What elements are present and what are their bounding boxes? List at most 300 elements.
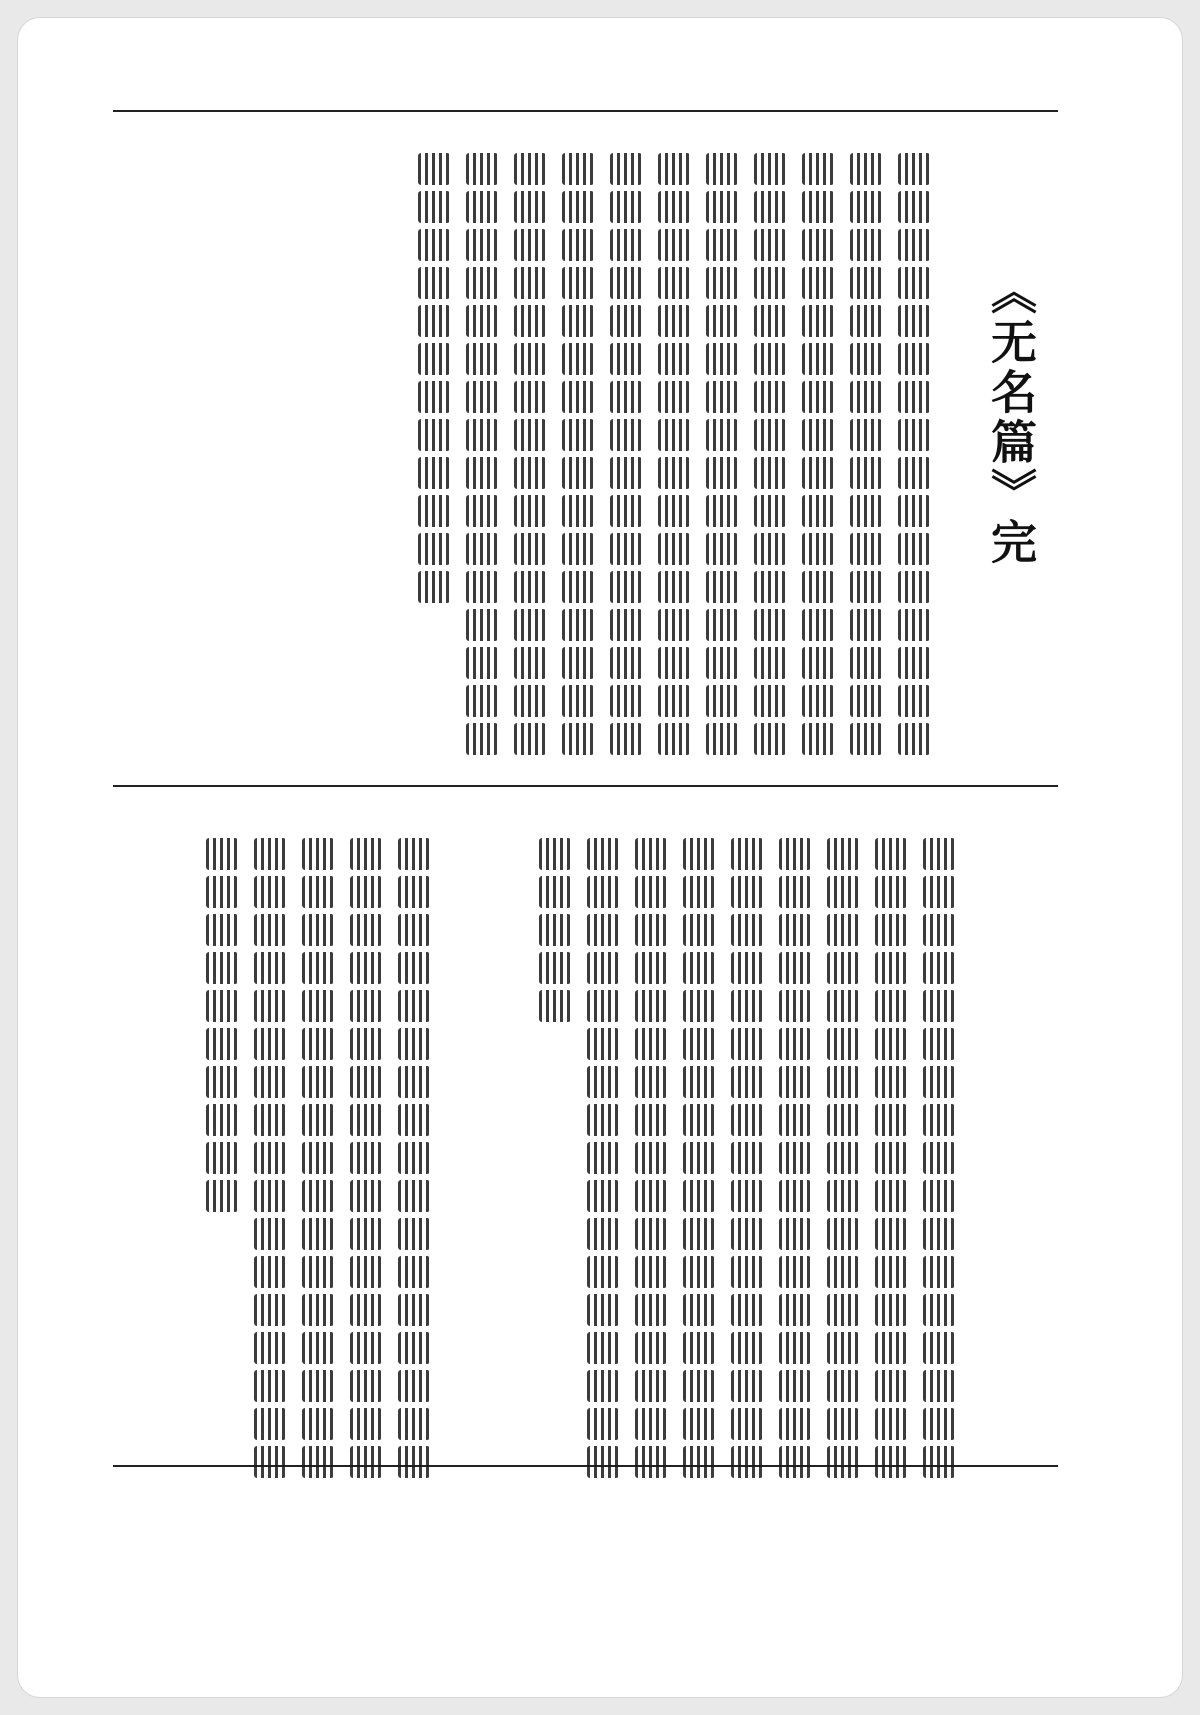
glyph-placeholder: [779, 914, 811, 946]
glyph-placeholder: [850, 305, 882, 337]
glyph-placeholder: [923, 1028, 955, 1060]
glyph-placeholder: [875, 1066, 907, 1098]
glyph-placeholder: [398, 1408, 430, 1440]
glyph-placeholder: [875, 1446, 907, 1478]
glyph-placeholder: [466, 571, 498, 603]
glyph-placeholder: [827, 1028, 859, 1060]
glyph-placeholder: [350, 1446, 382, 1478]
text-column: [302, 838, 336, 1478]
glyph-placeholder: [731, 1370, 763, 1402]
glyph-placeholder: [683, 914, 715, 946]
glyph-placeholder: [562, 419, 594, 451]
glyph-placeholder: [875, 1370, 907, 1402]
glyph-placeholder: [802, 229, 834, 261]
glyph-placeholder: [923, 1066, 955, 1098]
glyph-placeholder: [731, 838, 763, 870]
glyph-placeholder: [898, 571, 930, 603]
glyph-placeholder: [706, 343, 738, 375]
glyph-placeholder: [610, 457, 642, 489]
glyph-placeholder: [731, 1294, 763, 1326]
glyph-placeholder: [658, 229, 690, 261]
glyph-placeholder: [731, 1142, 763, 1174]
glyph-placeholder: [779, 1446, 811, 1478]
glyph-placeholder: [754, 305, 786, 337]
glyph-placeholder: [923, 876, 955, 908]
glyph-placeholder: [539, 990, 571, 1022]
top-rule: [113, 110, 1058, 112]
text-column: [658, 153, 692, 755]
glyph-placeholder: [754, 267, 786, 299]
text-column: [802, 153, 836, 755]
glyph-placeholder: [350, 914, 382, 946]
glyph-placeholder: [875, 952, 907, 984]
glyph-placeholder: [706, 229, 738, 261]
text-column: [587, 838, 621, 1478]
upper-text-block: [418, 153, 932, 755]
glyph-placeholder: [514, 685, 546, 717]
glyph-placeholder: [466, 229, 498, 261]
glyph-placeholder: [302, 990, 334, 1022]
glyph-placeholder: [635, 1408, 667, 1440]
glyph-placeholder: [875, 1142, 907, 1174]
glyph-placeholder: [514, 305, 546, 337]
glyph-placeholder: [850, 419, 882, 451]
glyph-placeholder: [206, 1142, 238, 1174]
glyph-placeholder: [350, 952, 382, 984]
glyph-placeholder: [254, 1294, 286, 1326]
glyph-placeholder: [683, 1446, 715, 1478]
glyph-placeholder: [398, 1370, 430, 1402]
glyph-placeholder: [898, 343, 930, 375]
glyph-placeholder: [562, 305, 594, 337]
glyph-placeholder: [850, 609, 882, 641]
glyph-placeholder: [206, 876, 238, 908]
glyph-placeholder: [466, 457, 498, 489]
glyph-placeholder: [206, 914, 238, 946]
glyph-placeholder: [206, 990, 238, 1022]
glyph-placeholder: [562, 723, 594, 755]
text-column: [206, 838, 240, 1478]
glyph-placeholder: [398, 876, 430, 908]
glyph-placeholder: [562, 571, 594, 603]
glyph-placeholder: [206, 1066, 238, 1098]
glyph-placeholder: [658, 305, 690, 337]
glyph-placeholder: [802, 153, 834, 185]
glyph-placeholder: [539, 876, 571, 908]
glyph-placeholder: [206, 1028, 238, 1060]
glyph-placeholder: [827, 1294, 859, 1326]
glyph-placeholder: [850, 153, 882, 185]
glyph-placeholder: [302, 952, 334, 984]
text-column: [827, 838, 861, 1478]
glyph-placeholder: [635, 876, 667, 908]
glyph-placeholder: [398, 1104, 430, 1136]
glyph-placeholder: [562, 609, 594, 641]
glyph-placeholder: [350, 1294, 382, 1326]
glyph-placeholder: [610, 571, 642, 603]
glyph-placeholder: [875, 914, 907, 946]
glyph-placeholder: [466, 495, 498, 527]
glyph-placeholder: [923, 1370, 955, 1402]
glyph-placeholder: [350, 1370, 382, 1402]
glyph-placeholder: [418, 229, 450, 261]
glyph-placeholder: [827, 1142, 859, 1174]
glyph-placeholder: [610, 647, 642, 679]
glyph-placeholder: [587, 1332, 619, 1364]
glyph-placeholder: [466, 267, 498, 299]
book-page: [18, 18, 1182, 1697]
glyph-placeholder: [514, 647, 546, 679]
glyph-placeholder: [562, 457, 594, 489]
glyph-placeholder: [587, 876, 619, 908]
glyph-placeholder: [706, 457, 738, 489]
glyph-placeholder: [827, 838, 859, 870]
text-column: [875, 838, 909, 1478]
glyph-placeholder: [706, 533, 738, 565]
glyph-placeholder: [610, 609, 642, 641]
glyph-placeholder: [206, 838, 238, 870]
glyph-placeholder: [587, 1218, 619, 1250]
text-column: [254, 838, 288, 1478]
glyph-placeholder: [898, 723, 930, 755]
glyph-placeholder: [683, 952, 715, 984]
glyph-placeholder: [875, 1104, 907, 1136]
glyph-placeholder: [302, 1104, 334, 1136]
glyph-placeholder: [875, 990, 907, 1022]
glyph-placeholder: [875, 838, 907, 870]
glyph-placeholder: [562, 191, 594, 223]
glyph-placeholder: [658, 723, 690, 755]
glyph-placeholder: [562, 229, 594, 261]
glyph-placeholder: [779, 1180, 811, 1212]
glyph-placeholder: [466, 191, 498, 223]
glyph-placeholder: [875, 1256, 907, 1288]
glyph-placeholder: [898, 457, 930, 489]
glyph-placeholder: [302, 1180, 334, 1212]
glyph-placeholder: [754, 153, 786, 185]
glyph-placeholder: [898, 685, 930, 717]
glyph-placeholder: [350, 1142, 382, 1174]
glyph-placeholder: [635, 1028, 667, 1060]
glyph-placeholder: [683, 1028, 715, 1060]
glyph-placeholder: [635, 1294, 667, 1326]
glyph-placeholder: [466, 647, 498, 679]
glyph-placeholder: [350, 1408, 382, 1440]
glyph-placeholder: [754, 381, 786, 413]
glyph-placeholder: [923, 1218, 955, 1250]
glyph-placeholder: [923, 990, 955, 1022]
glyph-placeholder: [802, 267, 834, 299]
glyph-placeholder: [923, 1256, 955, 1288]
text-column: [466, 153, 500, 755]
glyph-placeholder: [562, 533, 594, 565]
glyph-placeholder: [610, 343, 642, 375]
glyph-placeholder: [610, 533, 642, 565]
glyph-placeholder: [754, 571, 786, 603]
glyph-placeholder: [850, 381, 882, 413]
glyph-placeholder: [850, 685, 882, 717]
glyph-placeholder: [683, 1256, 715, 1288]
glyph-placeholder: [635, 1256, 667, 1288]
glyph-placeholder: [827, 914, 859, 946]
glyph-placeholder: [802, 609, 834, 641]
glyph-placeholder: [350, 1104, 382, 1136]
glyph-placeholder: [802, 457, 834, 489]
glyph-placeholder: [418, 305, 450, 337]
glyph-placeholder: [683, 990, 715, 1022]
glyph-placeholder: [635, 1218, 667, 1250]
text-column: [635, 838, 669, 1478]
glyph-placeholder: [706, 419, 738, 451]
glyph-placeholder: [418, 267, 450, 299]
glyph-placeholder: [923, 1294, 955, 1326]
glyph-placeholder: [683, 838, 715, 870]
glyph-placeholder: [731, 1256, 763, 1288]
text-column: [850, 153, 884, 755]
glyph-placeholder: [802, 723, 834, 755]
glyph-placeholder: [254, 1446, 286, 1478]
glyph-placeholder: [635, 990, 667, 1022]
glyph-placeholder: [802, 305, 834, 337]
glyph-placeholder: [779, 952, 811, 984]
glyph-placeholder: [254, 1370, 286, 1402]
text-column: [418, 153, 452, 755]
glyph-placeholder: [514, 191, 546, 223]
glyph-placeholder: [658, 191, 690, 223]
lower-right-text-block: [539, 838, 957, 1478]
glyph-placeholder: [706, 381, 738, 413]
glyph-placeholder: [398, 1066, 430, 1098]
glyph-placeholder: [875, 876, 907, 908]
glyph-placeholder: [539, 914, 571, 946]
text-column: [610, 153, 644, 755]
glyph-placeholder: [254, 1256, 286, 1288]
glyph-placeholder: [398, 1446, 430, 1478]
glyph-placeholder: [898, 381, 930, 413]
glyph-placeholder: [779, 1294, 811, 1326]
glyph-placeholder: [350, 1066, 382, 1098]
glyph-placeholder: [398, 952, 430, 984]
glyph-placeholder: [418, 571, 450, 603]
glyph-placeholder: [466, 153, 498, 185]
glyph-placeholder: [731, 1028, 763, 1060]
middle-rule: [113, 785, 1058, 787]
text-column: [754, 153, 788, 755]
glyph-placeholder: [706, 191, 738, 223]
glyph-placeholder: [302, 1332, 334, 1364]
glyph-placeholder: [731, 1104, 763, 1136]
text-column: [562, 153, 596, 755]
glyph-placeholder: [514, 267, 546, 299]
glyph-placeholder: [254, 876, 286, 908]
glyph-placeholder: [706, 495, 738, 527]
glyph-placeholder: [754, 229, 786, 261]
glyph-placeholder: [539, 838, 571, 870]
glyph-placeholder: [635, 914, 667, 946]
glyph-placeholder: [754, 457, 786, 489]
glyph-placeholder: [206, 952, 238, 984]
glyph-placeholder: [706, 609, 738, 641]
glyph-placeholder: [635, 1370, 667, 1402]
glyph-placeholder: [706, 647, 738, 679]
text-column: [539, 838, 573, 1478]
glyph-placeholder: [850, 571, 882, 603]
glyph-placeholder: [587, 1446, 619, 1478]
glyph-placeholder: [610, 419, 642, 451]
text-column: [398, 838, 432, 1478]
glyph-placeholder: [398, 1180, 430, 1212]
glyph-placeholder: [254, 1180, 286, 1212]
glyph-placeholder: [635, 1104, 667, 1136]
glyph-placeholder: [587, 1256, 619, 1288]
glyph-placeholder: [254, 1408, 286, 1440]
glyph-placeholder: [587, 1294, 619, 1326]
glyph-placeholder: [418, 153, 450, 185]
glyph-placeholder: [254, 914, 286, 946]
glyph-placeholder: [850, 495, 882, 527]
glyph-placeholder: [923, 1142, 955, 1174]
glyph-placeholder: [254, 952, 286, 984]
glyph-placeholder: [635, 1332, 667, 1364]
glyph-placeholder: [731, 1218, 763, 1250]
glyph-placeholder: [850, 267, 882, 299]
glyph-placeholder: [587, 914, 619, 946]
glyph-placeholder: [562, 267, 594, 299]
glyph-placeholder: [779, 1256, 811, 1288]
glyph-placeholder: [779, 1028, 811, 1060]
glyph-placeholder: [350, 990, 382, 1022]
glyph-placeholder: [850, 647, 882, 679]
glyph-placeholder: [683, 1104, 715, 1136]
glyph-placeholder: [731, 1066, 763, 1098]
glyph-placeholder: [827, 1256, 859, 1288]
glyph-placeholder: [658, 381, 690, 413]
glyph-placeholder: [683, 1180, 715, 1212]
glyph-placeholder: [254, 1028, 286, 1060]
glyph-placeholder: [827, 1370, 859, 1402]
glyph-placeholder: [923, 1180, 955, 1212]
glyph-placeholder: [898, 305, 930, 337]
glyph-placeholder: [254, 838, 286, 870]
glyph-placeholder: [610, 495, 642, 527]
glyph-placeholder: [398, 1256, 430, 1288]
glyph-placeholder: [398, 990, 430, 1022]
glyph-placeholder: [610, 305, 642, 337]
glyph-placeholder: [398, 1142, 430, 1174]
text-column: [514, 153, 548, 755]
glyph-placeholder: [587, 990, 619, 1022]
glyph-placeholder: [754, 685, 786, 717]
glyph-placeholder: [562, 647, 594, 679]
glyph-placeholder: [398, 1218, 430, 1250]
glyph-placeholder: [779, 1104, 811, 1136]
glyph-placeholder: [731, 1332, 763, 1364]
glyph-placeholder: [418, 457, 450, 489]
glyph-placeholder: [350, 1180, 382, 1212]
glyph-placeholder: [466, 723, 498, 755]
glyph-placeholder: [610, 685, 642, 717]
glyph-placeholder: [587, 1180, 619, 1212]
lower-left-text-block: [206, 838, 432, 1478]
glyph-placeholder: [706, 267, 738, 299]
glyph-placeholder: [658, 495, 690, 527]
glyph-placeholder: [418, 191, 450, 223]
glyph-placeholder: [923, 1446, 955, 1478]
glyph-placeholder: [827, 1218, 859, 1250]
glyph-placeholder: [466, 609, 498, 641]
glyph-placeholder: [779, 1066, 811, 1098]
glyph-placeholder: [658, 647, 690, 679]
glyph-placeholder: [302, 1294, 334, 1326]
glyph-placeholder: [731, 952, 763, 984]
glyph-placeholder: [731, 990, 763, 1022]
glyph-placeholder: [514, 419, 546, 451]
glyph-placeholder: [875, 1180, 907, 1212]
glyph-placeholder: [466, 343, 498, 375]
text-column: [706, 153, 740, 755]
glyph-placeholder: [898, 153, 930, 185]
glyph-placeholder: [658, 685, 690, 717]
glyph-placeholder: [610, 267, 642, 299]
glyph-placeholder: [802, 191, 834, 223]
glyph-placeholder: [302, 1256, 334, 1288]
text-column: [923, 838, 957, 1478]
glyph-placeholder: [754, 343, 786, 375]
glyph-placeholder: [350, 876, 382, 908]
glyph-placeholder: [754, 419, 786, 451]
glyph-placeholder: [562, 153, 594, 185]
glyph-placeholder: [658, 571, 690, 603]
glyph-placeholder: [206, 1180, 238, 1212]
glyph-placeholder: [302, 1028, 334, 1060]
glyph-placeholder: [514, 153, 546, 185]
glyph-placeholder: [658, 153, 690, 185]
glyph-placeholder: [635, 1066, 667, 1098]
glyph-placeholder: [466, 381, 498, 413]
glyph-placeholder: [683, 1142, 715, 1174]
glyph-placeholder: [418, 343, 450, 375]
glyph-placeholder: [418, 495, 450, 527]
glyph-placeholder: [850, 191, 882, 223]
glyph-placeholder: [514, 229, 546, 261]
glyph-placeholder: [802, 381, 834, 413]
glyph-placeholder: [923, 952, 955, 984]
glyph-placeholder: [514, 343, 546, 375]
glyph-placeholder: [827, 1066, 859, 1098]
glyph-placeholder: [827, 1332, 859, 1364]
glyph-placeholder: [587, 1370, 619, 1402]
glyph-placeholder: [587, 1066, 619, 1098]
text-column: [683, 838, 717, 1478]
glyph-placeholder: [635, 1180, 667, 1212]
glyph-placeholder: [658, 533, 690, 565]
glyph-placeholder: [562, 343, 594, 375]
glyph-placeholder: [398, 914, 430, 946]
glyph-placeholder: [418, 533, 450, 565]
glyph-placeholder: [898, 229, 930, 261]
glyph-placeholder: [658, 419, 690, 451]
glyph-placeholder: [875, 1332, 907, 1364]
glyph-placeholder: [898, 419, 930, 451]
glyph-placeholder: [418, 419, 450, 451]
glyph-placeholder: [683, 1294, 715, 1326]
glyph-placeholder: [827, 1180, 859, 1212]
glyph-placeholder: [779, 1218, 811, 1250]
glyph-placeholder: [302, 876, 334, 908]
glyph-placeholder: [587, 952, 619, 984]
glyph-placeholder: [898, 191, 930, 223]
glyph-placeholder: [802, 495, 834, 527]
